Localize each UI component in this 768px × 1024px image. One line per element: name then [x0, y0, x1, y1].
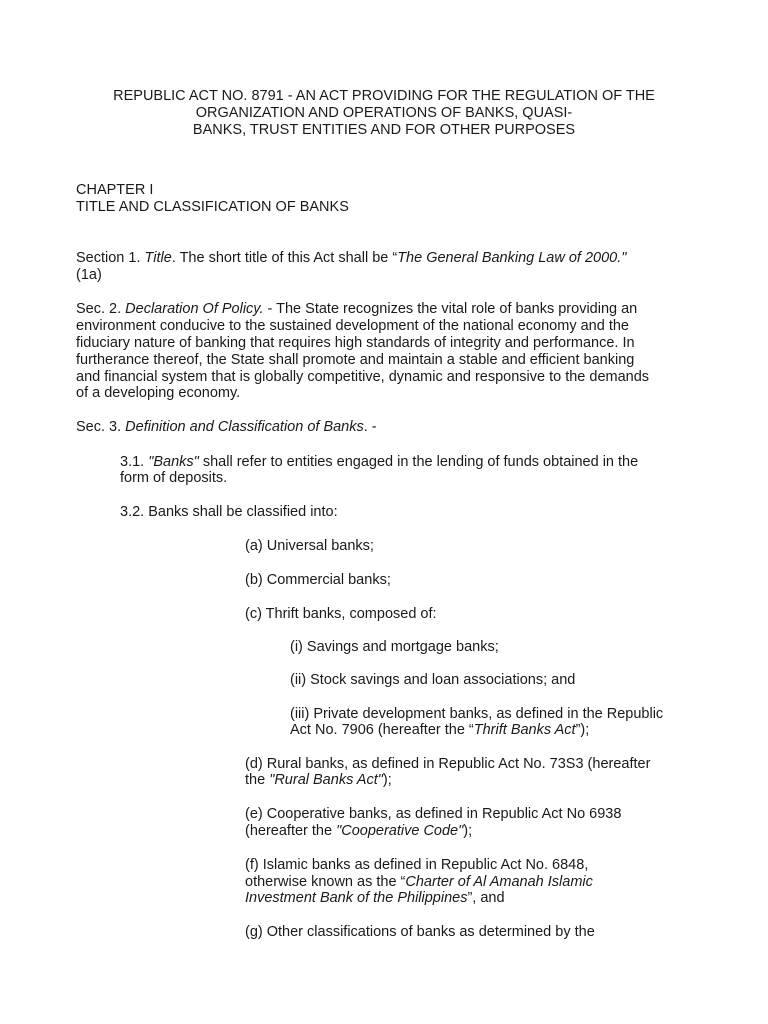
item-f-close: ”, and	[467, 890, 505, 906]
item-d-close: );	[382, 772, 392, 788]
item-c-iii-line-2	[290, 722, 589, 739]
item-c-iii-text: Act No. 7906 (hereafter the “	[290, 722, 474, 738]
chapter-heading: TITLE AND CLASSIFICATION OF BANKS	[76, 199, 349, 215]
item-c-iii-close: ”);	[575, 722, 590, 738]
item-e-term: "Cooperative Code"	[336, 823, 464, 839]
section-1-label: Section 1.	[76, 250, 145, 266]
section-2-line-3: fiduciary nature of banking that requires high standards of integrity and performance. In	[76, 335, 635, 351]
item-e-text: (hereafter the	[245, 823, 337, 839]
section-1-text: . The short title of this Act shall be “	[171, 250, 398, 266]
section-2-label: Sec. 2.	[76, 301, 126, 317]
item-d-term: "Rural Banks Act"	[269, 772, 383, 788]
item-e-line-2	[245, 823, 472, 840]
item-c-iii-term: Thrift Banks Act	[473, 722, 576, 738]
act-title-line-3: BANKS, TRUST ENTITIES AND FOR OTHER PURPOSES	[192, 122, 576, 138]
item-f-line-3	[245, 890, 505, 907]
section-1-short-title: The General Banking Law of 2000."	[397, 250, 627, 266]
section-3-title: Definition and Classification of Banks	[125, 419, 364, 435]
section-3-label: Sec. 3.	[76, 419, 126, 435]
para-3-1-line-2: form of deposits.	[120, 470, 228, 486]
chapter-number: CHAPTER I	[76, 182, 154, 198]
section-1-ref: (1a)	[76, 267, 102, 283]
section-2-line-6: of a developing economy.	[76, 385, 241, 401]
item-d-text: the	[245, 772, 270, 788]
item-e-close: );	[463, 823, 473, 839]
section-2-text-1: - The State recognizes the vital role of banks providing an	[263, 301, 638, 317]
section-2-line-2: environment conducive to the sustained development of the national economy and the	[76, 318, 629, 334]
act-title-line-2: ORGANIZATION AND OPERATIONS OF BANKS, QUASI-	[195, 105, 573, 121]
section-2-line-1	[76, 301, 637, 318]
item-e-line-1: (e) Cooperative banks, as defined in Republic Act No 6938	[245, 806, 622, 822]
para-3-1-text: shall refer to entities engaged in the lending of funds obtained in the	[198, 454, 639, 470]
item-a: (a) Universal banks;	[245, 538, 374, 554]
section-2-title: Declaration Of Policy.	[125, 301, 264, 317]
section-1-line-1	[76, 250, 626, 267]
item-f-text: otherwise known as the “	[245, 874, 406, 890]
item-d-line-2	[245, 772, 392, 789]
section-3-heading	[76, 419, 377, 436]
item-c-ii: (ii) Stock savings and loan associations; and	[290, 672, 576, 688]
item-c-i: (i) Savings and mortgage banks;	[290, 639, 499, 655]
item-f-line-2	[245, 874, 593, 891]
item-d-line-1: (d) Rural banks, as defined in Republic Act No. 73S3 (hereafter	[245, 756, 651, 772]
section-2-line-4: furtherance thereof, the State shall promote and maintain a stable and efficient banking	[76, 352, 635, 368]
item-g-line-1: (g) Other classifications of banks as determined by the	[245, 924, 595, 940]
item-b: (b) Commercial banks;	[245, 572, 391, 588]
section-2-line-5: and financial system that is globally competitive, dynamic and responsive to the demands	[76, 369, 650, 385]
item-f-term-1: Charter of Al Amanah Islamic	[405, 874, 593, 890]
item-f-line-1: (f) Islamic banks as defined in Republic Act No. 6848,	[245, 857, 589, 873]
para-3-2: 3.2. Banks shall be classified into:	[120, 504, 338, 520]
para-3-1-number: 3.1.	[120, 454, 149, 470]
section-1-title: Title	[144, 250, 172, 266]
section-3-suffix: . -	[363, 419, 377, 435]
para-3-1-line-1	[120, 454, 638, 471]
act-title-line-1: REPUBLIC ACT NO. 8791 - AN ACT PROVIDING FOR THE REGULATION OF THE	[113, 88, 655, 104]
item-f-term-2: Investment Bank of the Philippines	[245, 890, 468, 906]
item-c-iii-line-1: (iii) Private development banks, as defined in the Republic	[290, 706, 664, 722]
item-c: (c) Thrift banks, composed of:	[245, 606, 437, 622]
para-3-1-term: "Banks"	[148, 454, 199, 470]
